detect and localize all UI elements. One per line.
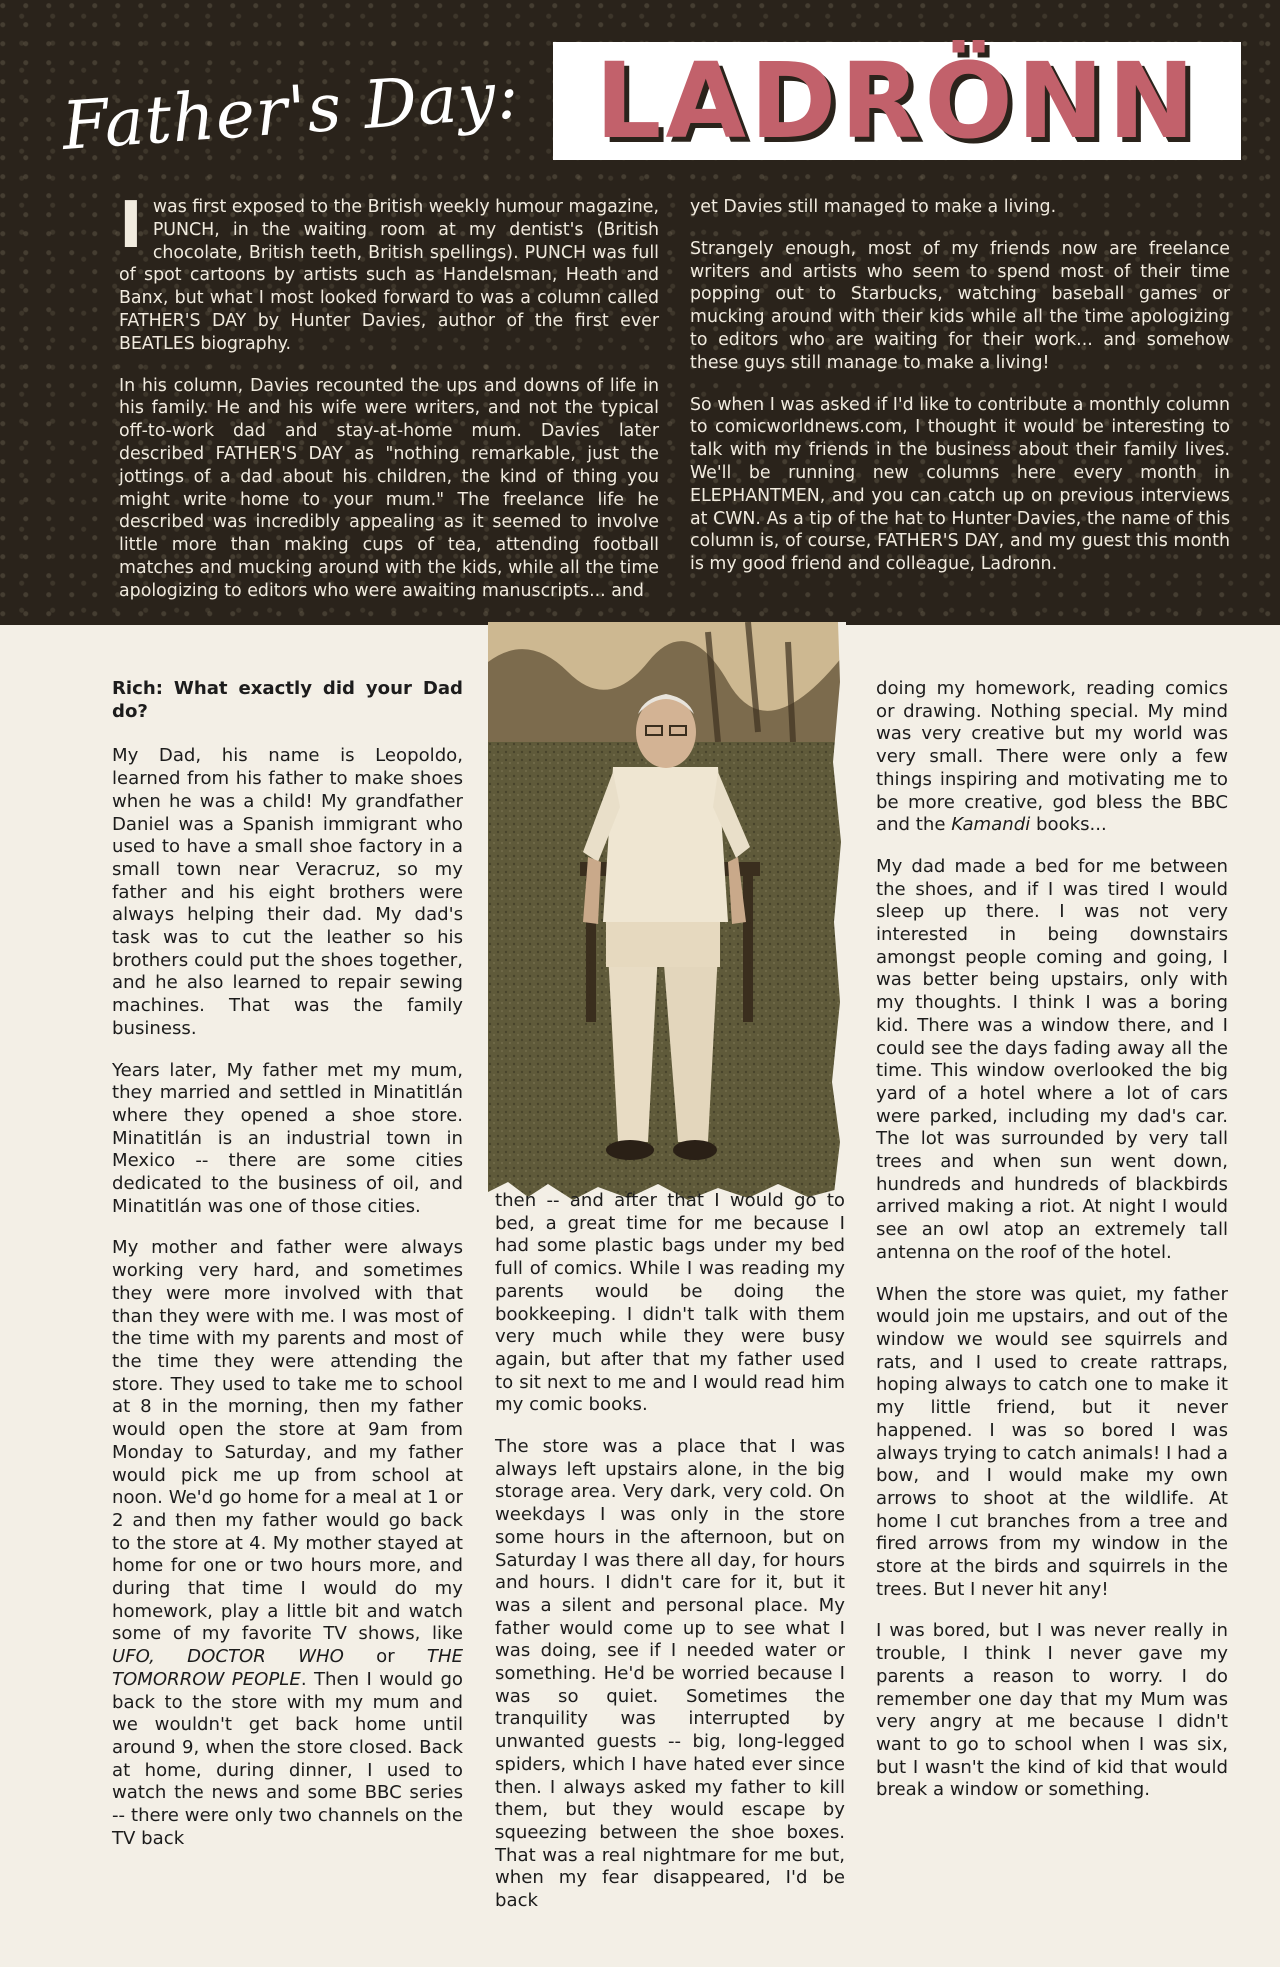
text-run: My mother and father were always working very hard, and sometimes they were more involved with that than they were with me. I was most of the time with my parents and most of the time they were attending the store. They used to take me to school at 8 in the morning, then my father would open the store at 9am from Monday to Saturday, and my father would pick me up from school at noon. We'd go home for a meal at 1 or 2 and then my father would go back to the store at 4. My mother stayed at home for one or two hours more, and during that time I would do my homework, play a little bit and watch some of my favorite TV shows, like <box>112 1237 463 1645</box>
article-paragraph: Years later, My father met my mum, they married and settled in Minatitlán where they opened a shoe store. Minatitlán is an industrial town in Mexico -- there are some cities dedicated to the business of oil, and Minatitlán was one of those cities. <box>112 1059 463 1217</box>
article-paragraph <box>112 1237 463 1850</box>
text-run: or <box>343 1646 427 1668</box>
article-column-3 <box>876 678 1228 1821</box>
intro-paragraph: So when I was asked if I'd like to contribute a monthly column to comicworldnews.com, I thought it would be interesting to talk with my friends in the business about their family lives. We'll be running new columns here every month in ELEPHANTMEN, and you can catch up on previous interviews at CWN. As a tip of the hat to Hunter Davies, the name of this column is, of course, FATHER'S DAY, and my guest this month is my good friend and colleague, Ladronn. <box>690 394 1230 575</box>
intro-paragraph: yet Davies still managed to make a living. <box>690 197 1057 217</box>
father-portrait-illustration <box>488 622 846 1202</box>
intro-paragraph: Strangely enough, most of my friends now are freelance writers and artists who seem to spend most of their time popping out to Starbucks, watching baseball games or mucking around with their kids while all the time apologizing to editors who are waiting for their work... and somehow these guys still manage to make a living! <box>690 238 1230 373</box>
text-run: books... <box>1030 814 1107 836</box>
text-run: . Then I would go back to the store with my mum and we wouldn't get back home until around 9, when the store closed. Back at home, during dinner, I used to watch the news and some BBC series -- there were only two channels on the TV back <box>112 1668 463 1849</box>
intro-column-right <box>690 196 1230 595</box>
text-run: doing my homework, reading comics or drawing. Nothing special. My mind was very creative but my world was very small. There were only a few things inspiring and motivating me to be more creative, god bless the BBC and the <box>876 678 1228 836</box>
intro-paragraph: In his column, Davies recounted the ups and downs of life in his family. He and his wife were writers, and not the typical off-to-work dad and stay-at-home mum. Davies later described FATHER'S DAY as "nothing remarkable, just the jottings of a dad about his children, the kind of thing you might write home to your mum." The freelance life he described was incredibly appealing as it seemed to involve little more than making cups of tea, attending football matches and mucking around with the kids, while all the time apologizing to editors who were awaiting manuscripts... and <box>119 375 659 601</box>
article-paragraph: My Dad, his name is Leopoldo, learned from his father to make shoes when he was a child! My grandfather Daniel was a Spanish immigrant who used to have a small shoe factory in a small town near Veracruz, so my father and his eight brothers were always helping their dad. My dad's task was to cut the leather so his brothers could put the shoes together, and he also learned to repair sewing machines. That was the family business. <box>112 745 463 1039</box>
drop-cap: I <box>119 189 143 263</box>
interview-question: Rich: What exactly did your Dad do? <box>112 678 463 722</box>
book-title: Kamandi <box>951 814 1031 836</box>
father-photo <box>488 622 846 1202</box>
article-paragraph: When the store was quiet, my father would join me upstairs, and out of the window we would see squirrels and rats, and I used to create rattraps, hoping always to catch one to make it my little friend, but it never happened. I was so bored I was always trying to catch animals! I had a bow, and I would make my own arrows to shoot at the wildlife. At home I cut branches from a tree and fired arrows from my window in the store at the birds and squirrels in the trees. But I never hit any! <box>876 1283 1228 1600</box>
tv-show-title: THE TOMORROW PEOPLE <box>112 1646 463 1690</box>
column-title: Father's Day: <box>59 56 522 166</box>
article-paragraph: The store was a place that I was always left upstairs alone, in the big storage area. Very dark, very cold. On weekdays I was only in the store some hours in the afternoon, but on Saturday I was there all day, for hours and hours. I didn't care for it, but it was a silent and personal place. My father would come up to see what I was doing, see if I needed water or something. He'd be worried because I was so quiet. Sometimes the tranquility was interrupted by unwanted guests -- big, long-legged spiders, which I have hated ever since then. I always asked my father to kill them, but they would escape by squeezing between the shoe boxes. That was a real nightmare for me but, when my fear disappeared, I'd be back <box>495 1436 845 1912</box>
article-column-1 <box>112 678 463 1869</box>
guest-name: LADRÖNN <box>595 40 1199 162</box>
intro-paragraph <box>119 189 659 356</box>
intro-text: was first exposed to the British weekly humour magazine, PUNCH, in the waiting room at my dentist's (British chocolate, British teeth, British spellings). PUNCH was full of spot cartoons by artists such as Handelsman, Heath and Banx, but what I most looked forward to was a column called FATHER'S DAY by Hunter Davies, author of the first ever BEATLES biography. <box>119 197 659 354</box>
guest-name-logo <box>553 42 1241 160</box>
intro-column-left <box>119 189 659 622</box>
article-paragraph: My dad made a bed for me between the shoes, and if I was tired I would sleep up there. I was not very interested in being downstairs amongst people coming and going, I was better being upstairs, only with my thoughts. I think I was a boring kid. There was a window there, and I could see the days fading away all the time. This window overlooked the big yard of a hotel where a lot of cars were parked, including my dad's car. The lot was surrounded by very tall trees and when sun went down, hundreds and hundreds of blackbirds arrived making a riot. At night I would see an owl atop an extremely tall antenna on the roof of the hotel. <box>876 855 1228 1263</box>
tv-show-titles: UFO, DOCTOR WHO <box>112 1646 344 1668</box>
article-paragraph: I was bored, but I was never really in trouble, I think I never gave my parents a reason to worry. I do remember one day that my Mum was very angry at me because I didn't want to go to school when I was six, but I wasn't the kind of kid that would break a window or something. <box>876 1620 1228 1801</box>
article-column-2 <box>495 1190 845 1932</box>
article-paragraph <box>876 678 1228 837</box>
article-paragraph: then -- and after that I would go to bed, a great time for me because I had some plastic bags under my bed full of comics. While I was reading my parents would be doing the bookkeeping. I didn't talk with them very much while they were busy again, but after that my father used to sit next to me and I would read him my comic books. <box>495 1190 845 1416</box>
